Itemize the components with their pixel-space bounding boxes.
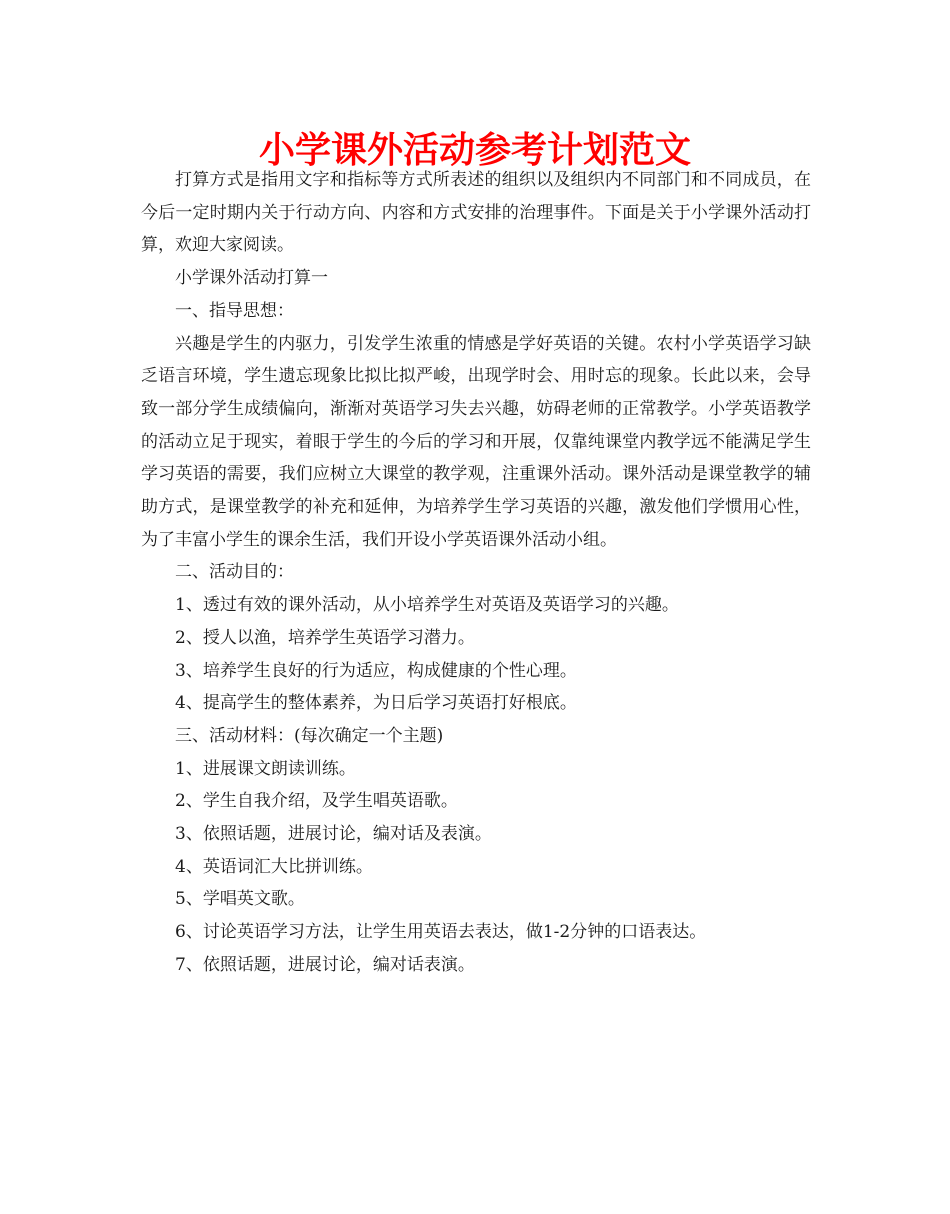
heading-activity-goals: 二、活动目的： [175,562,294,583]
document-title: 小学课外活动参考计划范文 [258,130,691,171]
list-item-goal-1: 1、透过有效的课外活动，从小培养学生对英语及英语学习的兴趣。 [175,595,679,616]
list-item-goal-4: 4、提高学生的整体素养，为日后学习英语打好根底。 [175,693,577,714]
paragraph-guiding-ideology: 兴趣是学生的内驱力，引发学生浓重的情感是学好英语的关键。农村小学英语学习缺乏语言环境，学生遗忘现象比拟比拟严峻，出现学时会、用时忘的现象。长此以来，会导致一部分学生成绩偏向，渐渐对英语学习失去兴趣，妨碍老师的正常教学。小学英语教学的活动立足于现实，着眼于学生的今后的学习和开展，仅靠纯课堂内教学远不能满足学生学习英语的需要，我们应树立大课堂的教学观，注重课外活动。课外活动是课堂教学的辅助方式，是课堂教学的补充和延伸，为培养学生学习英语的兴趣，激发他们学惯用心性，为了丰富小学生的课余生活，我们开设小学英语课外活动小组。 [141,333,811,550]
document-body [141,164,811,982]
list-item-material-2: 2、学生自我介绍，及学生唱英语歌。 [175,791,458,812]
list-item-material-6: 6、讨论英语学习方法，让学生用英语去表达，做1-2分钟的口语表达。 [175,922,707,943]
heading-guiding-ideology: 一、指导思想： [175,300,294,321]
list-item-material-4: 4、英语词汇大比拼训练。 [175,856,373,877]
list-item-goal-3: 3、培养学生良好的行为适应，构成健康的个性心理。 [175,660,577,681]
list-item-material-1: 1、进展课文朗读训练。 [175,758,356,779]
list-item-material-3: 3、依照话题，进展讨论，编对话及表演。 [175,824,492,845]
list-item-goal-2: 2、授人以渔，培养学生英语学习潜力。 [175,627,475,648]
list-item-material-7: 7、依照话题，进展讨论，编对话表演。 [175,954,475,975]
section-plan-one-heading: 小学课外活动打算一 [175,268,328,289]
heading-activity-materials: 三、活动材料：(每次确定一个主题) [175,725,444,746]
list-item-material-5: 5、学唱英文歌。 [175,889,305,910]
paragraph-intro: 打算方式是指用文字和指标等方式所表述的组织以及组织内不同部门和不同成员，在今后一定时期内关于行动方向、内容和方式安排的治理事件。下面是关于小学课外活动打算，欢迎大家阅读。 [141,170,811,256]
